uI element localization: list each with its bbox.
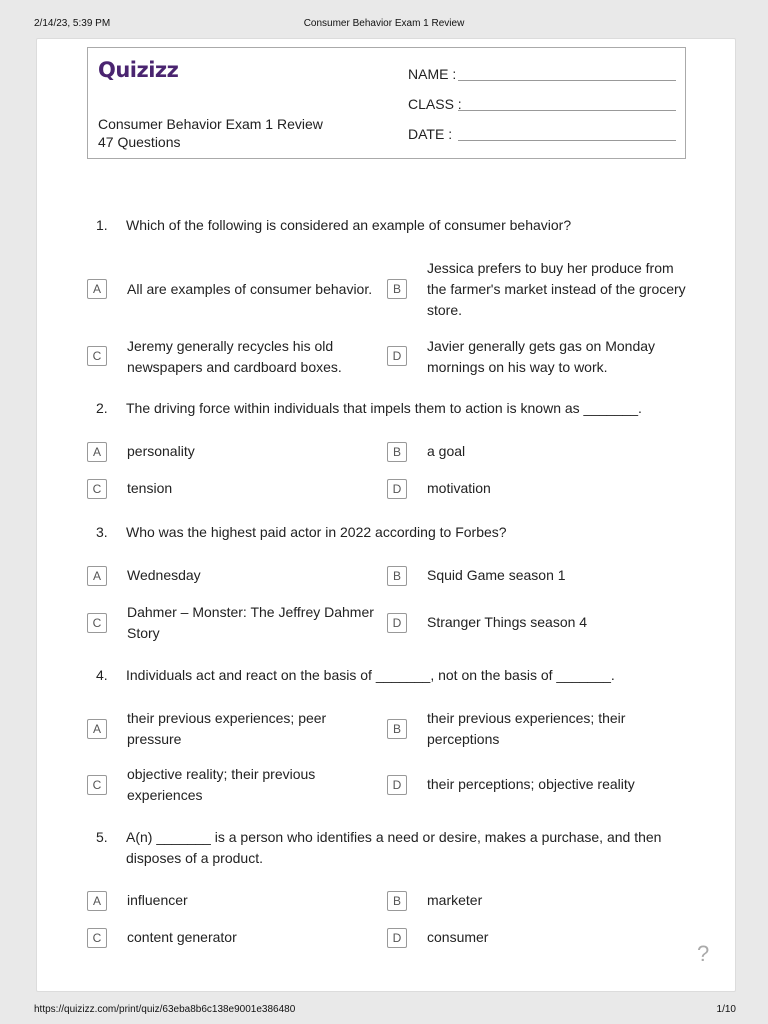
option-letter: D <box>387 479 407 499</box>
option-text: objective reality; their previous experiences <box>127 766 316 803</box>
name-line <box>458 80 676 81</box>
option-text: All are examples of consumer behavior. <box>127 281 373 297</box>
class-label: CLASS : <box>408 96 462 112</box>
option-text: Wednesday <box>127 567 201 583</box>
print-footer <box>0 994 768 1024</box>
option-letter: A <box>87 719 107 739</box>
option-letter: D <box>387 928 407 948</box>
help-icon[interactable]: ? <box>697 941 710 966</box>
option-text: Dahmer – Monster: The Jeffrey Dahmer Story <box>127 604 374 641</box>
question-number: 3. <box>96 524 108 540</box>
option-letter: A <box>87 279 107 299</box>
option-letter: D <box>387 775 407 795</box>
option-letter: C <box>87 479 107 499</box>
page-url: https://quizizz.com/print/quiz/63eba8b6c138e9001e386480 <box>34 1004 296 1015</box>
print-header <box>0 0 768 38</box>
option-letter: C <box>87 928 107 948</box>
quiz-title: Consumer Behavior Exam 1 Review <box>98 116 323 132</box>
option-letter: C <box>87 346 107 366</box>
question-number: 2. <box>96 400 108 416</box>
option-text: Stranger Things season 4 <box>427 614 588 630</box>
option-text: Javier generally gets gas on Monday mornings on his way to work. <box>427 338 656 375</box>
option-text: their previous experiences; peer pressure <box>127 710 327 747</box>
option-text: motivation <box>427 480 491 496</box>
option-letter: A <box>87 442 107 462</box>
question-text: A(n) _______ is a person who identifies a need or desire, makes a purchase, and then disposes of a product. <box>126 829 662 866</box>
option-text: their perceptions; objective reality <box>427 776 635 792</box>
option-text: tension <box>127 480 173 496</box>
option-letter: B <box>387 891 407 911</box>
option-letter: D <box>387 346 407 366</box>
question-text: Who was the highest paid actor in 2022 according to Forbes? <box>126 524 507 540</box>
question-count: 47 Questions <box>98 134 181 150</box>
option-letter: B <box>387 442 407 462</box>
question-text: Individuals act and react on the basis of _______, not on the basis of _______. <box>126 667 615 683</box>
option-text: Jessica prefers to buy her produce from the farmer's market instead of the grocery store. <box>427 260 686 318</box>
print-datetime: 2/14/23, 5:39 PM <box>34 18 111 29</box>
class-field <box>408 96 462 112</box>
option-letter: B <box>387 279 407 299</box>
date-label: DATE : <box>408 126 453 142</box>
worksheet-header <box>87 47 686 159</box>
option-letter: D <box>387 613 407 633</box>
question-number: 4. <box>96 667 108 683</box>
option-text: a goal <box>427 443 466 459</box>
option-text: Jeremy generally recycles his old newspapers and cardboard boxes. <box>127 338 342 375</box>
option-text: Squid Game season 1 <box>427 567 566 583</box>
question-number: 1. <box>96 217 108 233</box>
option-letter: C <box>87 775 107 795</box>
name-label: NAME : <box>408 66 457 82</box>
question-text: The driving force within individuals that impels them to action is known as _______. <box>126 400 642 416</box>
option-text: consumer <box>427 929 489 945</box>
worksheet-page <box>36 38 736 992</box>
class-line <box>458 110 676 111</box>
option-text: content generator <box>127 929 237 945</box>
print-title: Consumer Behavior Exam 1 Review <box>303 18 465 29</box>
quizizz-logo: Quizizz <box>98 58 179 82</box>
question-number: 5. <box>96 829 108 845</box>
date-line <box>458 140 676 141</box>
page-number: 1/10 <box>716 1004 736 1015</box>
option-letter: B <box>387 719 407 739</box>
name-field <box>408 66 456 82</box>
option-text: personality <box>127 443 195 459</box>
option-letter: C <box>87 613 107 633</box>
option-text: marketer <box>427 892 483 908</box>
option-letter: A <box>87 566 107 586</box>
option-letter: B <box>387 566 407 586</box>
option-text: their previous experiences; their perceptions <box>427 710 626 747</box>
date-field <box>408 126 452 142</box>
question-text: Which of the following is considered an example of consumer behavior? <box>126 217 572 233</box>
option-letter: A <box>87 891 107 911</box>
option-text: influencer <box>127 892 188 908</box>
